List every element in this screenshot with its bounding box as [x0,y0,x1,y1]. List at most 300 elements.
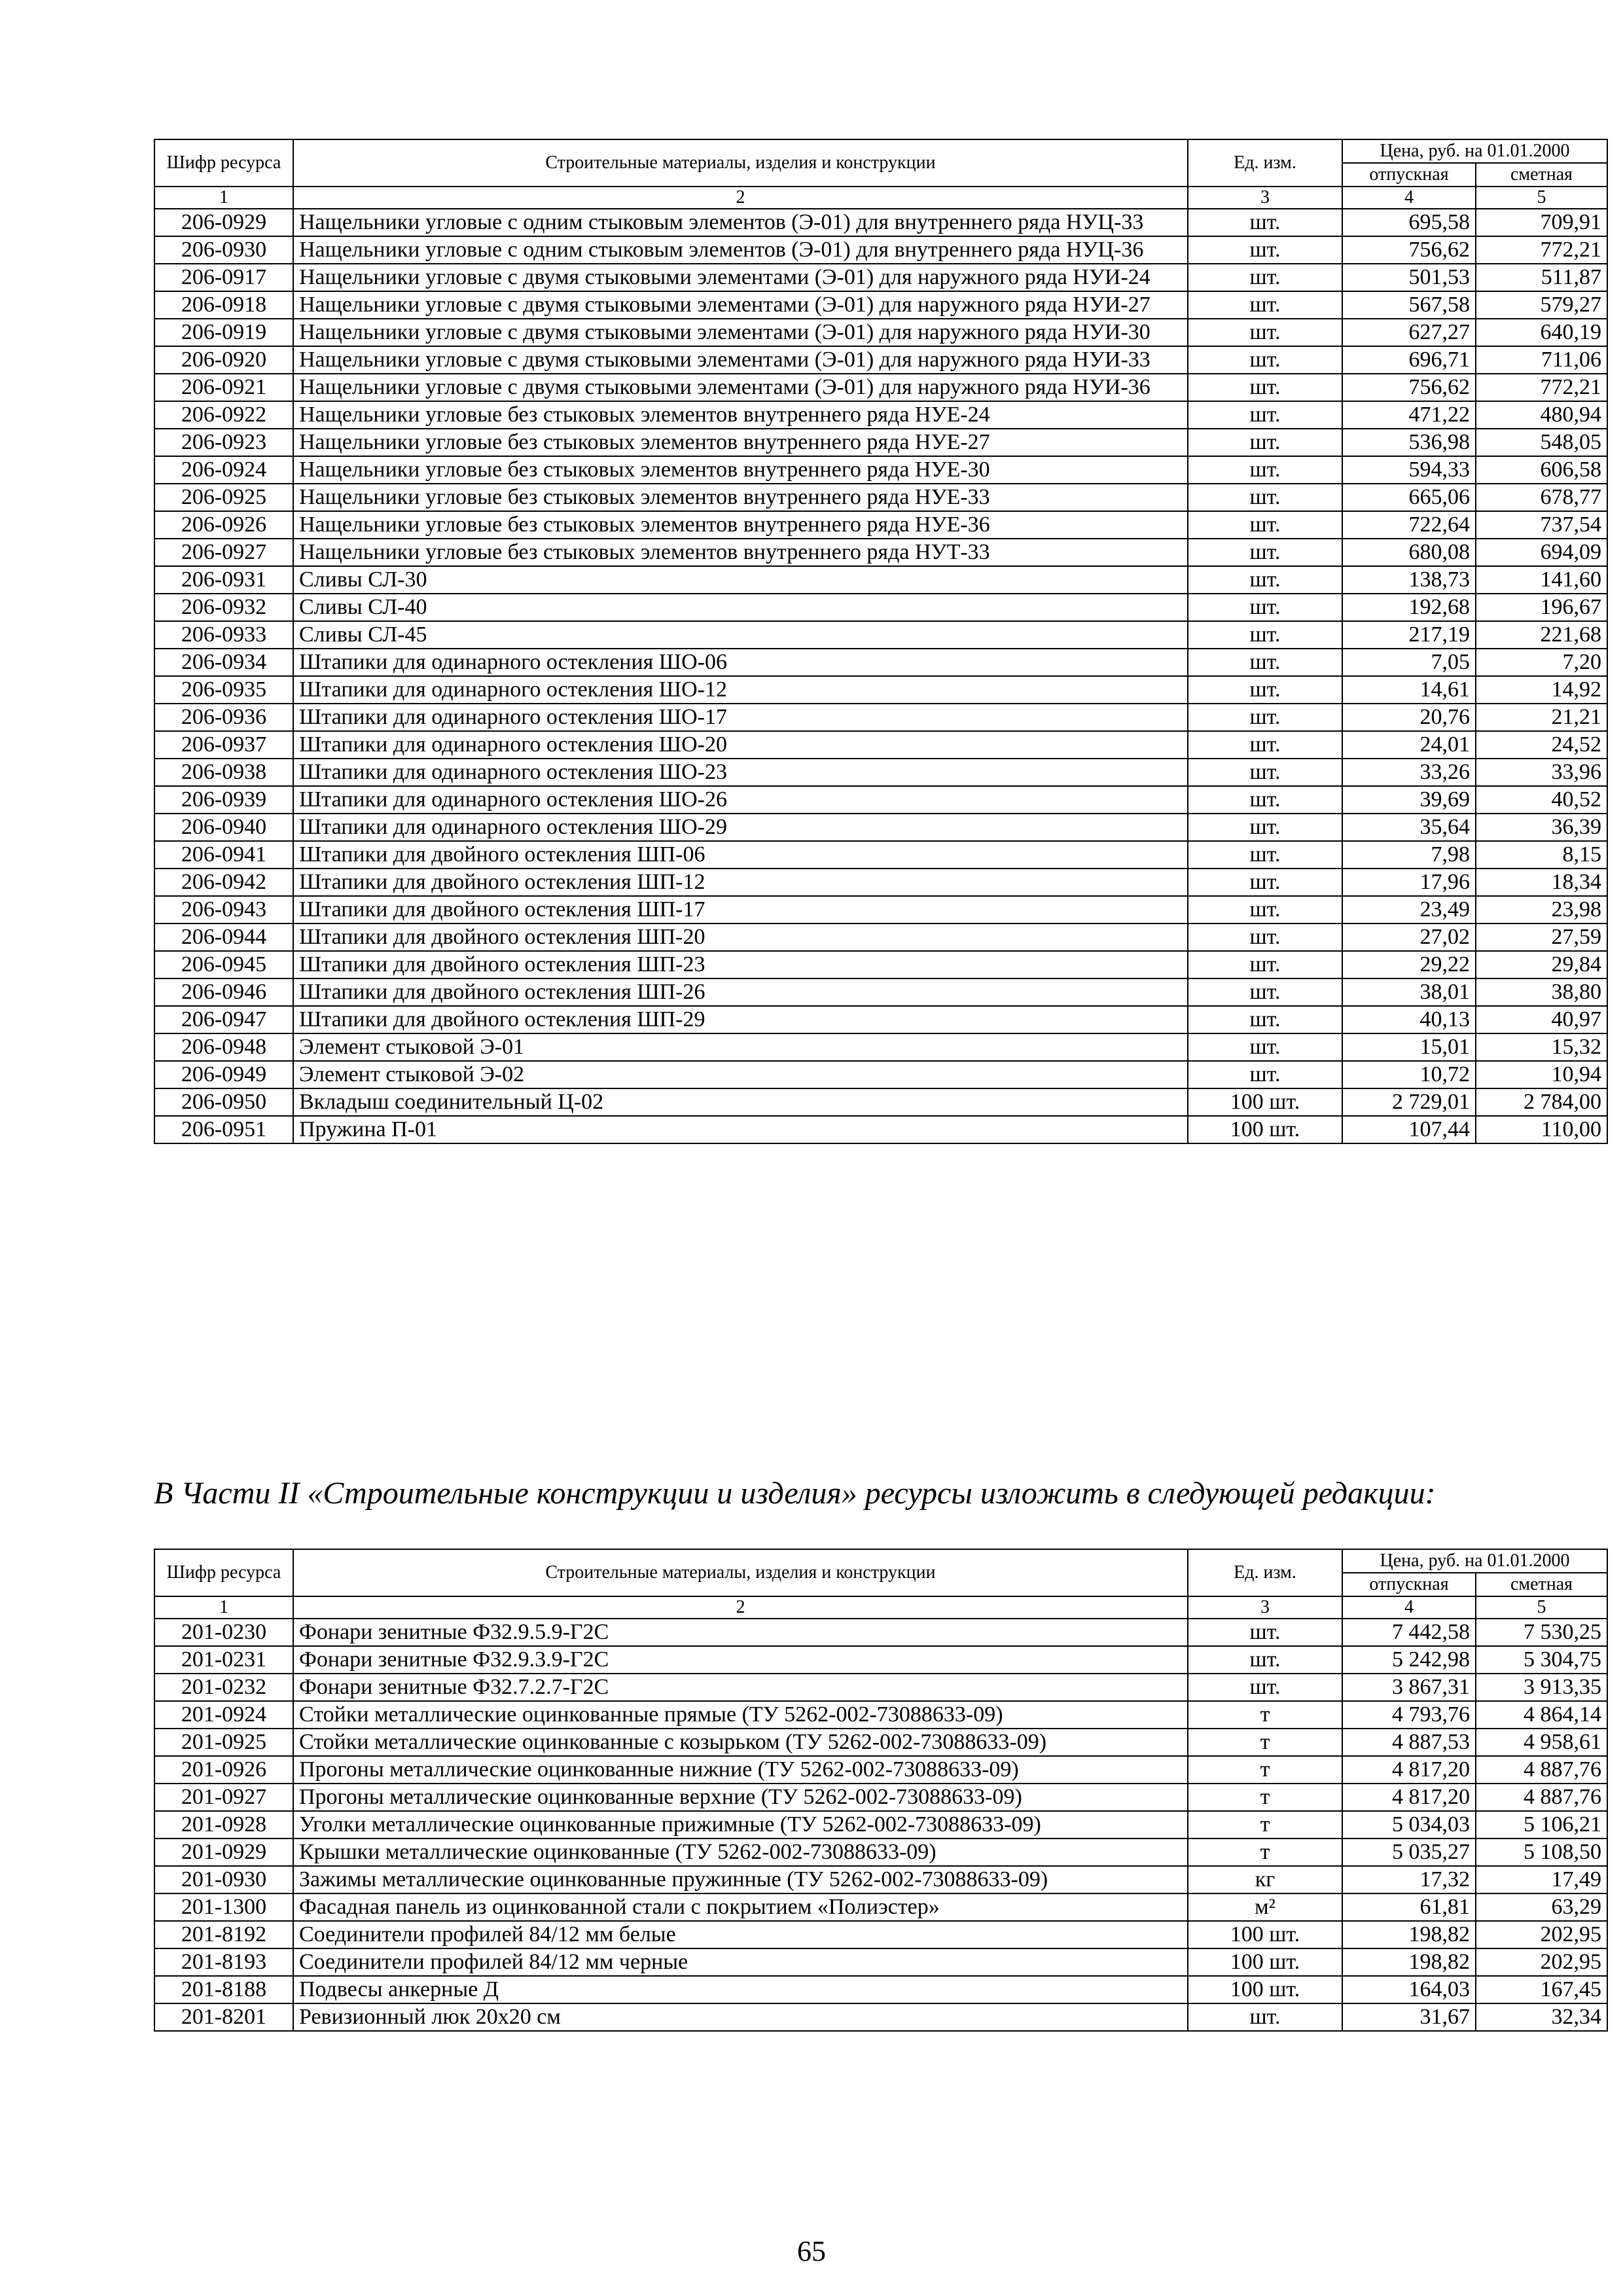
cell-retail: 501,53 [1342,264,1476,291]
cell-retail: 10,72 [1342,1061,1476,1088]
cell-code: 206-0919 [154,319,293,346]
cell-name: Нащельники угловые с двумя стыковыми элементами (Э-01) для наружного ряда НУИ-33 [293,346,1188,374]
table-row [154,1729,1607,1756]
cell-name: Фонари зенитные Ф32.9.5.9-Г2С [293,1619,1188,1646]
cell-estimate: 5 108,50 [1476,1839,1607,1866]
cell-estimate: 678,77 [1476,484,1607,511]
cell-estimate: 110,00 [1476,1116,1607,1143]
cell-code: 206-0946 [154,978,293,1006]
cell-code: 206-0943 [154,896,293,924]
cell-estimate: 18,34 [1476,869,1607,896]
table-row [154,841,1607,869]
cell-unit: шт. [1188,236,1342,264]
cell-code: 206-0917 [154,264,293,291]
cell-unit: т [1188,1811,1342,1839]
table-row [154,1674,1607,1701]
cell-estimate: 167,45 [1476,1976,1607,2003]
table-header [154,139,1607,209]
cell-name: Штапики для двойного остекления ШП-23 [293,951,1188,978]
header-estimate: сметная [1476,163,1607,187]
cell-unit: шт. [1188,1646,1342,1674]
cell-unit: кг [1188,1866,1342,1893]
cell-estimate: 737,54 [1476,511,1607,539]
column-numbers-row [154,1596,1607,1619]
cell-retail: 107,44 [1342,1116,1476,1143]
table-row [154,731,1607,759]
cell-unit: шт. [1188,786,1342,814]
cell-name: Крышки металлические оцинкованные (ТУ 5262-002-73088633-09) [293,1839,1188,1866]
table-row [154,484,1607,511]
cell-unit: шт. [1188,2003,1342,2031]
column-number: 4 [1342,1596,1476,1619]
cell-estimate: 221,68 [1476,621,1607,649]
table-row [154,896,1607,924]
column-number: 3 [1188,1596,1342,1619]
column-number: 1 [154,1596,293,1619]
cell-estimate: 14,92 [1476,676,1607,704]
cell-name: Соединители профилей 84/12 мм белые [293,1921,1188,1948]
cell-estimate: 7 530,25 [1476,1619,1607,1646]
cell-name: Стойки металлические оцинкованные прямые (ТУ 5262-002-73088633-09) [293,1701,1188,1729]
table-row [154,209,1607,236]
cell-unit: шт. [1188,319,1342,346]
cell-name: Фонари зенитные Ф32.9.3.9-Г2С [293,1646,1188,1674]
cell-name: Пружина П-01 [293,1116,1188,1143]
cell-code: 201-8193 [154,1948,293,1976]
header-retail: отпускная [1342,1573,1476,1596]
cell-unit: шт. [1188,704,1342,731]
table-row [154,1811,1607,1839]
cell-unit: шт. [1188,264,1342,291]
table-row [154,649,1607,676]
cell-retail: 471,22 [1342,401,1476,429]
cell-unit: шт. [1188,924,1342,951]
table-row [154,236,1607,264]
cell-code: 206-0938 [154,759,293,786]
table-header [154,1549,1607,1619]
cell-code: 206-0947 [154,1006,293,1033]
resource-table-2 [154,1549,1608,2032]
cell-unit: т [1188,1784,1342,1811]
resource-table-1 [154,139,1608,1144]
cell-estimate: 4 887,76 [1476,1756,1607,1784]
cell-estimate: 8,15 [1476,841,1607,869]
cell-retail: 192,68 [1342,594,1476,621]
cell-estimate: 709,91 [1476,209,1607,236]
cell-code: 206-0936 [154,704,293,731]
cell-unit: т [1188,1756,1342,1784]
table-row [154,1116,1607,1143]
cell-code: 201-0930 [154,1866,293,1893]
cell-code: 206-0933 [154,621,293,649]
cell-name: Штапики для одинарного остекления ШО-20 [293,731,1188,759]
cell-unit: 100 шт. [1188,1976,1342,2003]
cell-unit: шт. [1188,401,1342,429]
header-retail: отпускная [1342,163,1476,187]
table-row [154,401,1607,429]
cell-name: Нащельники угловые без стыковых элементов внутреннего ряда НУТ-33 [293,539,1188,566]
cell-estimate: 32,34 [1476,2003,1607,2031]
table-row [154,566,1607,594]
cell-name: Фонари зенитные Ф32.7.2.7-Г2С [293,1674,1188,1701]
cell-name: Сливы СЛ-45 [293,621,1188,649]
table-row [154,951,1607,978]
cell-code: 206-0929 [154,209,293,236]
cell-code: 201-0232 [154,1674,293,1701]
cell-unit: т [1188,1839,1342,1866]
cell-retail: 217,19 [1342,621,1476,649]
cell-unit: шт. [1188,346,1342,374]
cell-estimate: 38,80 [1476,978,1607,1006]
cell-estimate: 7,20 [1476,649,1607,676]
cell-name: Нащельники угловые с двумя стыковыми элементами (Э-01) для наружного ряда НУИ-30 [293,319,1188,346]
cell-name: Элемент стыковой Э-01 [293,1033,1188,1061]
cell-retail: 4 817,20 [1342,1756,1476,1784]
cell-estimate: 10,94 [1476,1061,1607,1088]
cell-code: 206-0942 [154,869,293,896]
cell-code: 206-0937 [154,731,293,759]
cell-estimate: 3 913,35 [1476,1674,1607,1701]
column-numbers-row [154,187,1607,209]
cell-name: Штапики для одинарного остекления ШО-12 [293,676,1188,704]
cell-unit: т [1188,1729,1342,1756]
cell-code: 201-0230 [154,1619,293,1646]
table-row [154,511,1607,539]
cell-estimate: 4 958,61 [1476,1729,1607,1756]
cell-retail: 594,33 [1342,456,1476,484]
cell-name: Штапики для двойного остекления ШП-20 [293,924,1188,951]
cell-code: 206-0941 [154,841,293,869]
cell-retail: 4 793,76 [1342,1701,1476,1729]
cell-unit: шт. [1188,1061,1342,1088]
table-row [154,264,1607,291]
cell-estimate: 511,87 [1476,264,1607,291]
cell-estimate: 23,98 [1476,896,1607,924]
cell-code: 206-0921 [154,374,293,401]
header-code: Шифр ресурса [154,139,293,187]
cell-retail: 7,05 [1342,649,1476,676]
cell-retail: 17,32 [1342,1866,1476,1893]
cell-retail: 15,01 [1342,1033,1476,1061]
column-number: 2 [293,1596,1188,1619]
header-name: Строительные материалы, изделия и конструкции [293,1549,1188,1596]
cell-retail: 756,62 [1342,236,1476,264]
table-row [154,1866,1607,1893]
table-row [154,429,1607,456]
cell-retail: 35,64 [1342,814,1476,841]
cell-name: Нащельники угловые с двумя стыковыми элементами (Э-01) для наружного ряда НУИ-36 [293,374,1188,401]
cell-retail: 756,62 [1342,374,1476,401]
table-row [154,456,1607,484]
cell-code: 201-0927 [154,1784,293,1811]
cell-code: 206-0935 [154,676,293,704]
cell-estimate: 24,52 [1476,731,1607,759]
cell-code: 206-0927 [154,539,293,566]
cell-code: 206-0950 [154,1088,293,1116]
cell-code: 201-0231 [154,1646,293,1674]
cell-name: Зажимы металлические оцинкованные пружинные (ТУ 5262-002-73088633-09) [293,1866,1188,1893]
cell-estimate: 711,06 [1476,346,1607,374]
cell-retail: 4 887,53 [1342,1729,1476,1756]
table-row [154,814,1607,841]
table-row [154,1756,1607,1784]
cell-name: Нащельники угловые без стыковых элементов внутреннего ряда НУЕ-27 [293,429,1188,456]
cell-retail: 40,13 [1342,1006,1476,1033]
cell-estimate: 640,19 [1476,319,1607,346]
table-row [154,1088,1607,1116]
cell-retail: 7,98 [1342,841,1476,869]
table-row [154,2003,1607,2031]
cell-name: Нащельники угловые без стыковых элементов внутреннего ряда НУЕ-30 [293,456,1188,484]
cell-unit: шт. [1188,456,1342,484]
header-unit: Ед. изм. [1188,139,1342,187]
cell-estimate: 33,96 [1476,759,1607,786]
cell-code: 201-0928 [154,1811,293,1839]
cell-unit: 100 шт. [1188,1921,1342,1948]
cell-code: 201-8192 [154,1921,293,1948]
cell-code: 201-0929 [154,1839,293,1866]
cell-unit: шт. [1188,869,1342,896]
cell-unit: шт. [1188,731,1342,759]
cell-retail: 39,69 [1342,786,1476,814]
cell-unit: шт. [1188,978,1342,1006]
table-row [154,978,1607,1006]
cell-name: Нащельники угловые без стыковых элементов внутреннего ряда НУЕ-24 [293,401,1188,429]
cell-estimate: 15,32 [1476,1033,1607,1061]
cell-name: Штапики для одинарного остекления ШО-29 [293,814,1188,841]
cell-name: Нащельники угловые без стыковых элементов внутреннего ряда НУЕ-36 [293,511,1188,539]
cell-unit: шт. [1188,841,1342,869]
cell-code: 206-0923 [154,429,293,456]
cell-estimate: 2 784,00 [1476,1088,1607,1116]
cell-estimate: 27,59 [1476,924,1607,951]
table-row [154,676,1607,704]
cell-name: Прогоны металлические оцинкованные верхние (ТУ 5262-002-73088633-09) [293,1784,1188,1811]
cell-unit: шт. [1188,621,1342,649]
table-row [154,621,1607,649]
cell-code: 206-0932 [154,594,293,621]
cell-name: Прогоны металлические оцинкованные нижние (ТУ 5262-002-73088633-09) [293,1756,1188,1784]
cell-code: 201-0924 [154,1701,293,1729]
table-row [154,291,1607,319]
cell-code: 201-8188 [154,1976,293,2003]
cell-name: Подвесы анкерные Д [293,1976,1188,2003]
page-number: 65 [797,2235,826,2267]
cell-unit: шт. [1188,374,1342,401]
table-row [154,539,1607,566]
cell-code: 206-0931 [154,566,293,594]
cell-unit: 100 шт. [1188,1948,1342,1976]
cell-name: Штапики для одинарного остекления ШО-26 [293,786,1188,814]
header-unit: Ед. изм. [1188,1549,1342,1596]
cell-retail: 29,22 [1342,951,1476,978]
cell-retail: 2 729,01 [1342,1088,1476,1116]
cell-code: 206-0944 [154,924,293,951]
cell-name: Стойки металлические оцинкованные с козырьком (ТУ 5262-002-73088633-09) [293,1729,1188,1756]
cell-name: Штапики для двойного остекления ШП-26 [293,978,1188,1006]
cell-retail: 5 035,27 [1342,1839,1476,1866]
cell-retail: 61,81 [1342,1893,1476,1921]
cell-estimate: 17,49 [1476,1866,1607,1893]
cell-retail: 680,08 [1342,539,1476,566]
cell-name: Штапики для одинарного остекления ШО-17 [293,704,1188,731]
cell-code: 206-0924 [154,456,293,484]
cell-estimate: 5 304,75 [1476,1646,1607,1674]
cell-estimate: 606,58 [1476,456,1607,484]
cell-estimate: 5 106,21 [1476,1811,1607,1839]
cell-estimate: 21,21 [1476,704,1607,731]
cell-unit: шт. [1188,676,1342,704]
table-row [154,1839,1607,1866]
cell-code: 206-0951 [154,1116,293,1143]
cell-retail: 536,98 [1342,429,1476,456]
cell-retail: 38,01 [1342,978,1476,1006]
cell-retail: 24,01 [1342,731,1476,759]
cell-unit: шт. [1188,484,1342,511]
column-number: 1 [154,187,293,209]
table-row [154,1948,1607,1976]
cell-code: 206-0940 [154,814,293,841]
cell-unit: шт. [1188,291,1342,319]
section-heading: В Части II «Строительные конструкции и изделия» ресурсы изложить в следующей редакции: [154,1476,1436,1511]
cell-unit: шт. [1188,1619,1342,1646]
cell-estimate: 196,67 [1476,594,1607,621]
cell-name: Вкладыш соединительный Ц-02 [293,1088,1188,1116]
table-row [154,1061,1607,1088]
cell-unit: т [1188,1701,1342,1729]
cell-unit: шт. [1188,429,1342,456]
table-row [154,786,1607,814]
cell-estimate: 4 864,14 [1476,1701,1607,1729]
cell-unit: шт. [1188,1674,1342,1701]
cell-unit: шт. [1188,649,1342,676]
cell-code: 206-0948 [154,1033,293,1061]
cell-estimate: 480,94 [1476,401,1607,429]
cell-retail: 567,58 [1342,291,1476,319]
cell-estimate: 36,39 [1476,814,1607,841]
cell-estimate: 202,95 [1476,1921,1607,1948]
cell-name: Нащельники угловые с одним стыковым элементов (Э-01) для внутреннего ряда НУЦ-33 [293,209,1188,236]
table-row [154,1646,1607,1674]
column-number: 4 [1342,187,1476,209]
cell-code: 206-0918 [154,291,293,319]
cell-unit: шт. [1188,511,1342,539]
table-row [154,869,1607,896]
cell-code: 201-1300 [154,1893,293,1921]
cell-retail: 20,76 [1342,704,1476,731]
table-row [154,1701,1607,1729]
cell-estimate: 40,52 [1476,786,1607,814]
table-row [154,759,1607,786]
cell-retail: 138,73 [1342,566,1476,594]
cell-retail: 3 867,31 [1342,1674,1476,1701]
column-number: 3 [1188,187,1342,209]
cell-unit: шт. [1188,896,1342,924]
cell-unit: шт. [1188,951,1342,978]
cell-retail: 5 242,98 [1342,1646,1476,1674]
cell-retail: 696,71 [1342,346,1476,374]
cell-unit: шт. [1188,594,1342,621]
cell-unit: шт. [1188,1006,1342,1033]
cell-retail: 665,06 [1342,484,1476,511]
cell-estimate: 694,09 [1476,539,1607,566]
cell-retail: 27,02 [1342,924,1476,951]
cell-code: 206-0922 [154,401,293,429]
cell-estimate: 63,29 [1476,1893,1607,1921]
cell-name: Ревизионный люк 20х20 см [293,2003,1188,2031]
table-row [154,1006,1607,1033]
cell-estimate: 40,97 [1476,1006,1607,1033]
cell-retail: 23,49 [1342,896,1476,924]
cell-name: Сливы СЛ-30 [293,566,1188,594]
table-row [154,924,1607,951]
cell-retail: 14,61 [1342,676,1476,704]
cell-name: Сливы СЛ-40 [293,594,1188,621]
table-row [154,1784,1607,1811]
cell-code: 206-0945 [154,951,293,978]
cell-name: Штапики для двойного остекления ШП-17 [293,896,1188,924]
cell-unit: шт. [1188,759,1342,786]
cell-unit: шт. [1188,566,1342,594]
cell-unit: м² [1188,1893,1342,1921]
cell-name: Штапики для двойного остекления ШП-12 [293,869,1188,896]
cell-code: 206-0920 [154,346,293,374]
header-estimate: сметная [1476,1573,1607,1596]
cell-code: 206-0926 [154,511,293,539]
cell-code: 201-8201 [154,2003,293,2031]
cell-retail: 7 442,58 [1342,1619,1476,1646]
cell-estimate: 141,60 [1476,566,1607,594]
cell-estimate: 4 887,76 [1476,1784,1607,1811]
cell-code: 201-0926 [154,1756,293,1784]
cell-name: Нащельники угловые с двумя стыковыми элементами (Э-01) для наружного ряда НУИ-24 [293,264,1188,291]
cell-name: Фасадная панель из оцинкованной стали с покрытием «Полиэстер» [293,1893,1188,1921]
cell-estimate: 29,84 [1476,951,1607,978]
cell-unit: 100 шт. [1188,1116,1342,1143]
cell-code: 206-0925 [154,484,293,511]
table-row [154,1893,1607,1921]
table-row [154,374,1607,401]
cell-code: 206-0949 [154,1061,293,1088]
column-number: 2 [293,187,1188,209]
cell-unit: 100 шт. [1188,1088,1342,1116]
cell-code: 206-0934 [154,649,293,676]
cell-estimate: 579,27 [1476,291,1607,319]
cell-retail: 164,03 [1342,1976,1476,2003]
cell-name: Штапики для одинарного остекления ШО-23 [293,759,1188,786]
cell-unit: шт. [1188,539,1342,566]
table-row [154,319,1607,346]
cell-estimate: 772,21 [1476,236,1607,264]
cell-retail: 4 817,20 [1342,1784,1476,1811]
cell-name: Штапики для двойного остекления ШП-06 [293,841,1188,869]
cell-unit: шт. [1188,1033,1342,1061]
header-code: Шифр ресурса [154,1549,293,1596]
cell-retail: 5 034,03 [1342,1811,1476,1839]
cell-retail: 722,64 [1342,511,1476,539]
cell-estimate: 548,05 [1476,429,1607,456]
table-row [154,704,1607,731]
cell-code: 201-0925 [154,1729,293,1756]
cell-code: 206-0939 [154,786,293,814]
cell-name: Соединители профилей 84/12 мм черные [293,1948,1188,1976]
cell-name: Элемент стыковой Э-02 [293,1061,1188,1088]
table-row [154,1921,1607,1948]
header-name: Строительные материалы, изделия и конструкции [293,139,1188,187]
cell-retail: 198,82 [1342,1948,1476,1976]
cell-unit: шт. [1188,209,1342,236]
cell-estimate: 772,21 [1476,374,1607,401]
